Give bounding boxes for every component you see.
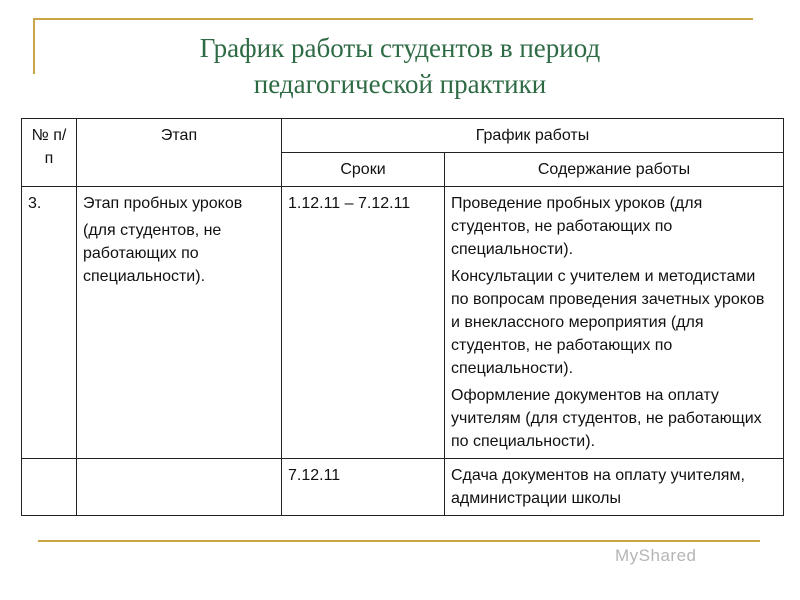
header-num: № п/п xyxy=(22,119,77,187)
title-line-1: График работы студентов в период xyxy=(199,33,601,63)
stage-title: Этап пробных уроков xyxy=(83,195,243,212)
row-dates: 7.12.11 xyxy=(282,459,445,516)
content-item: Проведение пробных уроков (для студентов, не работающих по специальности). xyxy=(451,195,703,258)
decorative-left-line xyxy=(33,18,35,74)
content-item: Оформление документов на оплату учителям (для студентов, не работающих по специальности). xyxy=(451,387,762,450)
table-row xyxy=(22,459,784,516)
table-row xyxy=(22,187,784,459)
row-content xyxy=(445,187,784,459)
decorative-bottom-line xyxy=(38,540,760,542)
header-schedule: График работы xyxy=(282,119,784,153)
row-stage xyxy=(77,459,282,516)
schedule-table xyxy=(21,118,784,516)
header-dates: Сроки xyxy=(282,153,445,187)
header-stage: Этап xyxy=(77,119,282,187)
watermark: MyShared xyxy=(615,546,697,565)
content-item: Консультации с учителем и методистами по вопросам проведения зачетных уроков и внеклассного мероприятия (для студентов, не работающих по специальности). xyxy=(451,268,765,377)
stage-note: (для студентов, не работающих по специальности). xyxy=(83,222,222,285)
header-row-1 xyxy=(22,119,784,153)
row-stage xyxy=(77,187,282,459)
row-num xyxy=(22,459,77,516)
row-num: 3. xyxy=(22,187,77,459)
page-title xyxy=(90,30,710,102)
row-dates: 1.12.11 – 7.12.11 xyxy=(282,187,445,459)
title-line-2: педагогической практики xyxy=(253,69,547,99)
decorative-top-line xyxy=(33,18,753,20)
row-content: Сдача документов на оплату учителям, администрации школы xyxy=(445,459,784,516)
header-content: Содержание работы xyxy=(445,153,784,187)
